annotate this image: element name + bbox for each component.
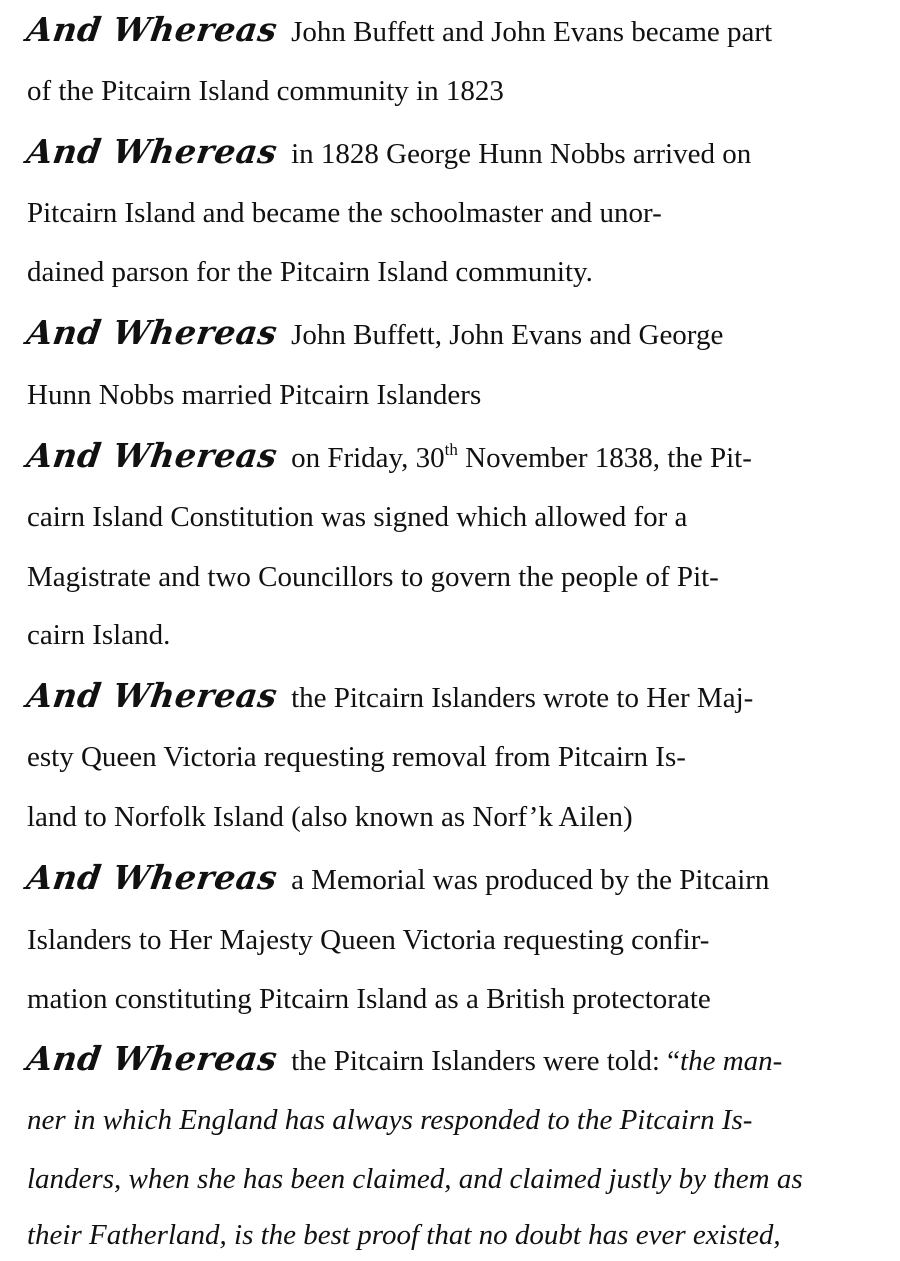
clause-text: Magistrate and two Councillors to govern the people of Pit- bbox=[27, 561, 719, 593]
ordinal-suffix: th bbox=[444, 440, 458, 459]
clause-2-line-3 bbox=[27, 252, 593, 292]
clause-2-line-1 bbox=[24, 132, 752, 172]
clause-3-line-2 bbox=[27, 375, 481, 415]
clause-text: John Buffett and John Evans became part bbox=[291, 16, 773, 48]
clause-text: land to Norfolk Island (also known as Norf’k Ailen) bbox=[27, 801, 633, 833]
clause-4-line-3 bbox=[27, 557, 719, 597]
clause-lead-phrase: And Whereas bbox=[24, 1039, 280, 1078]
clause-4-line-2 bbox=[27, 497, 687, 537]
quoted-text: ner in which England has always responded to the Pitcairn Is- bbox=[27, 1104, 753, 1136]
clause-5-line-2 bbox=[27, 737, 686, 777]
clause-text: of the Pitcairn Island community in 1823 bbox=[27, 75, 504, 107]
clause-5-line-3 bbox=[27, 797, 633, 837]
clause-text: a Memorial was produced by the Pitcairn bbox=[291, 864, 770, 896]
clause-7-line-1 bbox=[24, 1039, 783, 1079]
clause-text: John Buffett, John Evans and George bbox=[291, 319, 724, 351]
clause-text: Islanders to Her Majesty Queen Victoria requesting confir- bbox=[27, 924, 710, 956]
quoted-text: their Fatherland, is the best proof that no doubt has ever existed, bbox=[27, 1219, 781, 1251]
clause-lead-phrase: And Whereas bbox=[24, 313, 280, 352]
clause-text: mation constituting Pitcairn Island as a British protectorate bbox=[27, 983, 711, 1015]
clause-5-line-1 bbox=[24, 676, 754, 716]
clause-lead-phrase: And Whereas bbox=[24, 10, 280, 49]
clause-2-line-2 bbox=[27, 193, 662, 233]
clause-7-line-2 bbox=[27, 1100, 752, 1140]
clause-text: the Pitcairn Islanders were told: “ bbox=[291, 1045, 681, 1077]
clause-text: dained parson for the Pitcairn Island community. bbox=[27, 256, 593, 288]
clause-6-line-3 bbox=[27, 979, 711, 1019]
clause-lead-phrase: And Whereas bbox=[24, 436, 280, 475]
clause-text: in 1828 George Hunn Nobbs arrived on bbox=[291, 138, 752, 170]
clause-1-line-1 bbox=[24, 10, 773, 50]
clause-4-line-1 bbox=[24, 436, 752, 476]
clause-text: the Pitcairn Islanders wrote to Her Maj- bbox=[291, 682, 754, 714]
quoted-text: the man- bbox=[680, 1045, 783, 1077]
clause-6-line-1 bbox=[24, 858, 770, 898]
clause-text: Hunn Nobbs married Pitcairn Islanders bbox=[27, 379, 482, 411]
clause-7-line-4 bbox=[27, 1215, 781, 1255]
clause-text: cairn Island Constitution was signed which allowed for a bbox=[27, 501, 688, 533]
clause-1-line-2 bbox=[27, 71, 504, 111]
clause-text: cairn Island. bbox=[27, 619, 171, 651]
clause-3-line-1 bbox=[24, 313, 724, 353]
clause-6-line-2 bbox=[27, 920, 709, 960]
clause-lead-phrase: And Whereas bbox=[24, 676, 280, 715]
clause-7-line-3 bbox=[27, 1159, 803, 1199]
clause-text: Pitcairn Island and became the schoolmaster and unor- bbox=[27, 197, 662, 229]
clause-lead-phrase: And Whereas bbox=[24, 132, 280, 171]
quoted-text: landers, when she has been claimed, and claimed justly by them as bbox=[27, 1163, 803, 1195]
clause-4-line-4 bbox=[27, 615, 170, 655]
clause-text: on Friday, 30 bbox=[291, 442, 445, 474]
clause-text: November 1838, the Pit- bbox=[457, 442, 752, 474]
clause-text: esty Queen Victoria requesting removal from Pitcairn Is- bbox=[27, 741, 686, 773]
clause-lead-phrase: And Whereas bbox=[24, 858, 280, 897]
